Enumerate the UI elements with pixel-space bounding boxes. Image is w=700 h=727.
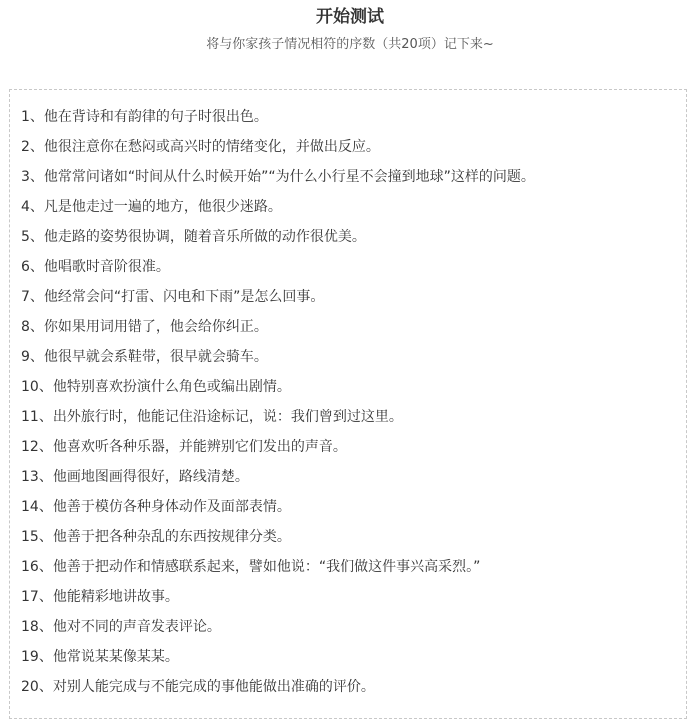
quiz-item: 6、他唱歌时音阶很准。 — [21, 259, 170, 275]
quiz-item: 7、他经常会问“打雷、闪电和下雨”是怎么回事。 — [21, 289, 325, 305]
page-title: 开始测试 — [316, 7, 384, 27]
quiz-item: 13、他画地图画得很好，路线清楚。 — [21, 469, 249, 485]
quiz-item: 15、他善于把各种杂乱的东西按规律分类。 — [21, 529, 291, 545]
quiz-list-box — [9, 89, 687, 719]
quiz-item: 17、他能精彩地讲故事。 — [21, 589, 179, 605]
quiz-item: 14、他善于模仿各种身体动作及面部表情。 — [21, 499, 291, 515]
quiz-item: 11、出外旅行时，他能记住沿途标记，说：我们曾到过这里。 — [21, 409, 403, 425]
page-subtitle: 将与你家孩子情况相符的序数（共20项）记下来~ — [206, 37, 494, 52]
quiz-item: 1、他在背诗和有韵律的句子时很出色。 — [21, 109, 268, 125]
quiz-item: 10、他特别喜欢扮演什么角色或编出剧情。 — [21, 379, 291, 395]
quiz-item: 3、他常常问诸如“时间从什么时候开始”“为什么小行星不会撞到地球”这样的问题。 — [21, 169, 535, 185]
quiz-list — [10, 90, 686, 702]
quiz-item: 20、对别人能完成与不能完成的事他能做出准确的评价。 — [21, 679, 375, 695]
quiz-item: 19、他常说某某像某某。 — [21, 649, 179, 665]
quiz-item: 12、他喜欢听各种乐器，并能辨别它们发出的声音。 — [21, 439, 347, 455]
quiz-item: 5、他走路的姿势很协调，随着音乐所做的动作很优美。 — [21, 229, 366, 245]
quiz-item: 2、他很注意你在愁闷或高兴时的情绪变化，并做出反应。 — [21, 139, 380, 155]
quiz-item: 18、他对不同的声音发表评论。 — [21, 619, 221, 635]
quiz-item: 4、凡是他走过一遍的地方，他很少迷路。 — [21, 199, 282, 215]
quiz-item: 9、他很早就会系鞋带，很早就会骑车。 — [21, 349, 268, 365]
quiz-item: 8、你如果用词用错了，他会给你纠正。 — [21, 319, 268, 335]
page-header — [0, 0, 700, 55]
quiz-item: 16、他善于把动作和情感联系起来，譬如他说：“我们做这件事兴高采烈。” — [21, 559, 481, 575]
